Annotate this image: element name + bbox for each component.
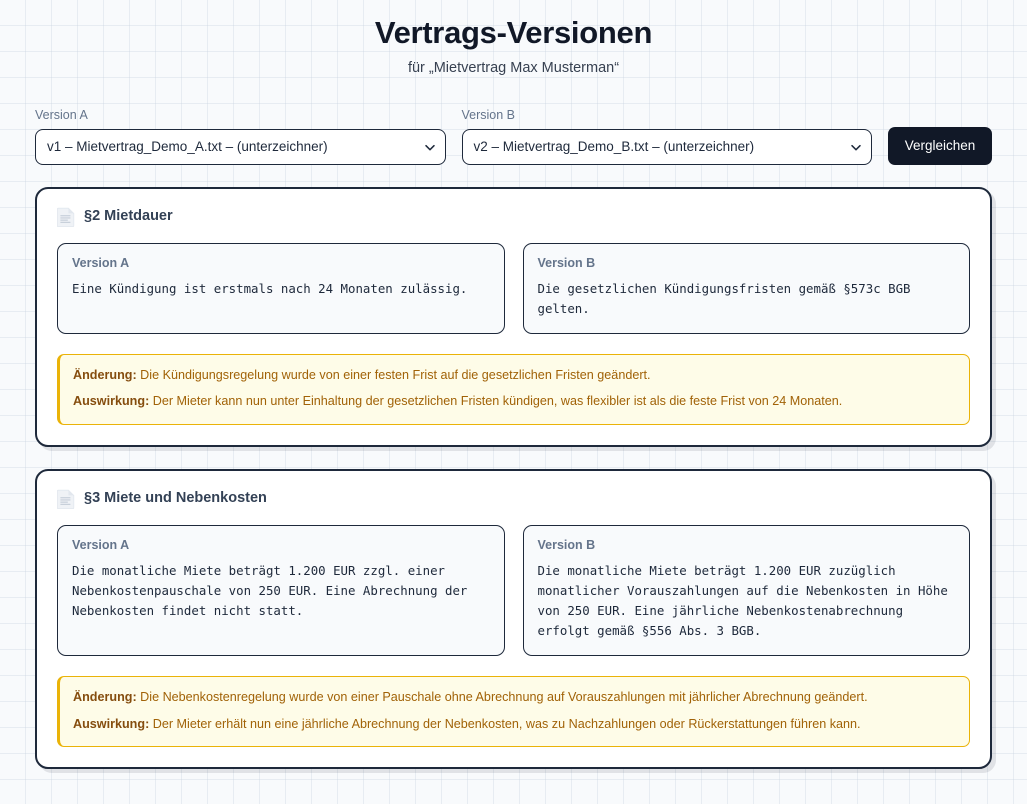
section-title: §2 Mietdauer: [84, 207, 173, 224]
version-a-label: Version A: [72, 255, 130, 270]
page-subtitle: für „Mietvertrag Max Musterman“: [407, 59, 620, 76]
page-title: Vertrags-Versionen: [374, 15, 653, 50]
version-b-selected-value: v2 – Mietvertrag_Demo_B.txt – (unterzeichner): [473, 139, 755, 155]
version-a-select-label: Version A: [35, 107, 88, 122]
change-line: [73, 688, 955, 708]
version-comparison-row: [57, 243, 970, 334]
impact-label: Auswirkung:: [73, 394, 150, 409]
document-icon: [57, 489, 75, 509]
change-note-box: [57, 676, 970, 747]
version-a-text: Die monatliche Miete beträgt 1.200 EUR zzgl. einer Nebenkostenpauschale von 250 EUR. Eine Abrechnung der Nebenkosten findet nicht statt.: [72, 562, 475, 618]
impact-line: [73, 392, 955, 412]
document-icon: [57, 207, 75, 227]
version-b-select-label: Version B: [461, 107, 516, 122]
chevron-down-icon: [424, 141, 434, 151]
diff-card-list: [30, 187, 997, 770]
version-b-select[interactable]: [462, 129, 873, 165]
change-text: Die Kündigungsregelung wurde von einer festen Frist auf die gesetzlichen Fristen geändert.: [136, 367, 651, 382]
change-text: Die Nebenkostenregelung wurde von einer Pauschale ohne Abrechnung auf Vorauszahlungen mit jährlicher Abrechnung geändert.: [136, 690, 868, 705]
version-b-text: Die monatliche Miete beträgt 1.200 EUR zuzüglich monatlicher Vorauszahlungen auf die Nebenkosten in Höhe von 250 EUR. Eine jährliche Nebenkostenabrechnung erfolgt gemäß §556 Abs. 3 BGB.: [537, 562, 956, 639]
compare-button[interactable]: Vergleichen: [888, 127, 992, 165]
diff-card-header: [57, 489, 970, 509]
change-label: Änderung:: [73, 367, 137, 382]
version-b-box: [523, 525, 971, 656]
version-a-text: Eine Kündigung ist erstmals nach 24 Monaten zulässig.: [72, 280, 468, 296]
version-b-group: [462, 108, 873, 165]
version-b-label: Version B: [537, 537, 596, 552]
diff-card: [35, 469, 992, 769]
version-a-label: Version A: [72, 537, 130, 552]
diff-card-header: [57, 207, 970, 227]
impact-line: [73, 715, 955, 735]
section-title: §3 Miete und Nebenkosten: [84, 490, 267, 507]
version-a-box: [57, 243, 505, 334]
version-a-group: [35, 108, 446, 165]
impact-text: Der Mieter erhält nun eine jährliche Abrechnung der Nebenkosten, was zu Nachzahlungen oder Rückerstattungen führen kann.: [149, 716, 861, 731]
version-a-selected-value: v1 – Mietvertrag_Demo_A.txt – (unterzeichner): [47, 139, 328, 155]
version-b-box: [523, 243, 971, 334]
change-note-box: [57, 354, 970, 425]
impact-label: Auswirkung:: [73, 716, 150, 731]
version-comparison-row: [57, 525, 970, 656]
version-a-select[interactable]: [35, 129, 446, 165]
change-label: Änderung:: [73, 690, 137, 705]
version-a-box: [57, 525, 505, 656]
page-header: [30, 0, 997, 78]
impact-text: Der Mieter kann nun unter Einhaltung der gesetzlichen Fristen kündigen, was flexibler ist als die feste Frist von 24 Monaten.: [149, 394, 843, 409]
chevron-down-icon: [850, 141, 860, 151]
version-b-label: Version B: [537, 255, 596, 270]
version-b-text: Die gesetzlichen Kündigungsfristen gemäß §573c BGB gelten.: [537, 280, 918, 316]
change-line: [73, 366, 955, 386]
diff-card: [35, 187, 992, 447]
version-selector-bar: [30, 108, 997, 165]
